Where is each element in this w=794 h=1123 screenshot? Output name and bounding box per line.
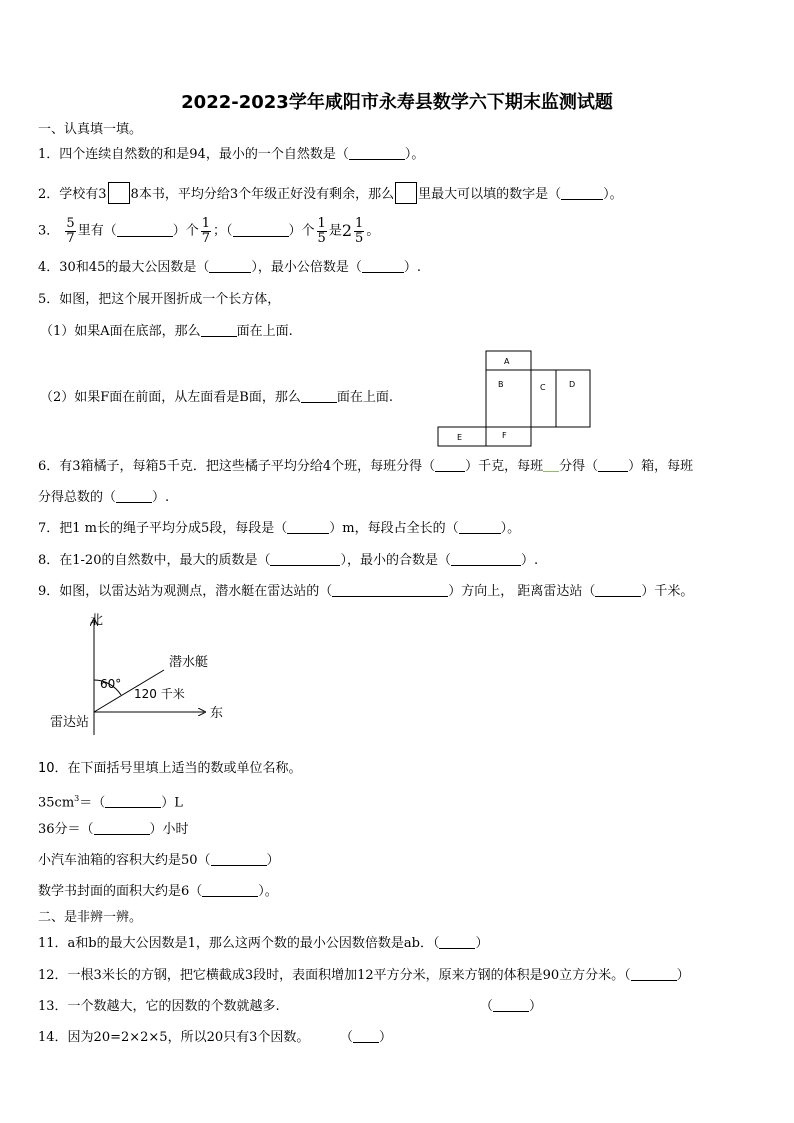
q10-r1-sup: 3 — [74, 794, 80, 803]
q5-p1-blank[interactable] — [201, 324, 237, 337]
question-10-row-2 — [38, 822, 189, 838]
q8-text-b: ），最小的合数是（ — [340, 553, 451, 568]
q9-blank-1[interactable] — [332, 584, 448, 597]
q7-blank-2[interactable] — [459, 521, 501, 534]
question-9 — [38, 584, 693, 600]
q6-text-c: 分得（ — [559, 459, 599, 474]
q6-text-f: ）. — [152, 490, 170, 505]
q13-blank[interactable] — [493, 999, 529, 1012]
question-5-part-1 — [40, 324, 293, 340]
angle-label: 60° — [100, 677, 122, 691]
q6-blank-3[interactable] — [116, 490, 152, 503]
question-5-part-2 — [40, 390, 393, 406]
q5-p1-end: 面在上面. — [236, 324, 293, 339]
q8-text-c: ）. — [521, 553, 539, 568]
distance-label: 120 千米 — [134, 687, 185, 701]
q9-text-c: ）千米。 — [641, 584, 694, 599]
face-e-label: E — [457, 433, 463, 442]
q3-fraction-2 — [201, 217, 211, 246]
question-13-answer — [480, 999, 542, 1015]
q3-f3-den: 5 — [317, 230, 326, 246]
q10-r4-blank[interactable] — [202, 884, 258, 897]
submarine-label: 潜水艇 — [169, 655, 209, 670]
q10-r3-text: 小汽车油箱的容积大约是50（ — [38, 853, 211, 868]
q3-end: 。 — [366, 223, 380, 239]
question-10-row-4 — [38, 884, 278, 900]
face-f-rect — [486, 427, 531, 446]
question-7 — [38, 521, 520, 537]
q7-text-b: ）m，每段占全长的（ — [329, 521, 459, 536]
face-c-rect — [531, 370, 556, 427]
q11-text: 11．a和b的最大公因数是1，那么这两个数的最小公因数倍数是ab．（ — [38, 936, 440, 951]
q3-text-c: ；（ — [213, 223, 233, 239]
q1-text: 1．四个连续自然数的和是94，最小的一个自然数是（ — [38, 147, 349, 162]
q4-text-a: 4．30和45的最大公因数是（ — [38, 260, 210, 275]
q4-text-c: ）. — [403, 260, 422, 275]
question-12 — [38, 968, 690, 984]
question-1 — [38, 147, 424, 163]
question-11 — [38, 936, 488, 952]
question-10-row-1 — [38, 791, 183, 811]
q3-blank-1[interactable] — [117, 224, 173, 237]
q3-f1-den: 7 — [66, 230, 75, 246]
q13-close: ） — [529, 999, 543, 1014]
q10-r4-text: 数学书封面的面积大约是6（ — [38, 884, 203, 899]
q10-r1-text: 35cm — [38, 795, 75, 811]
q12-end: ） — [676, 968, 690, 983]
q2-text-d: ）。 — [603, 187, 623, 202]
q4-text-b: ），最小公倍数是（ — [251, 260, 362, 275]
q3-text-d: ）个 — [288, 223, 315, 239]
q12-blank[interactable] — [631, 968, 677, 981]
q2-text-b: 8本书，平均分给3个年级正好没有剩余，那么 — [130, 187, 395, 202]
face-a-label: A — [504, 357, 510, 366]
q5-p2-blank[interactable] — [301, 390, 337, 403]
q1-blank[interactable] — [349, 147, 405, 160]
q4-blank-2[interactable] — [362, 260, 404, 273]
cuboid-net-diagram — [430, 345, 600, 450]
q12-text: 12．一根3米长的方钢，把它横截成3段时，表面积增加12平方分米，原来方钢的体积是90立方分米。（ — [38, 968, 631, 983]
q5-p2-text: （2）如果F面在前面，从左面看是B面，那么 — [40, 390, 301, 405]
q3-f4-num: 1 — [355, 215, 364, 231]
q3-f4-den: 5 — [355, 230, 364, 246]
q3-f1-num: 5 — [66, 215, 75, 231]
question-10-row-3 — [38, 853, 280, 869]
q10-r2-end: ）小时 — [149, 822, 189, 837]
q10-r3-end: ） — [266, 853, 280, 868]
q14-text: 14．因为20=2×2×5，所以20只有3个因数。 — [38, 1030, 310, 1045]
face-c-label: C — [540, 383, 546, 392]
q14-open: （ — [340, 1030, 354, 1045]
q2-text-a: 2．学校有3 — [38, 187, 107, 202]
q6-text-e: 分得总数的（ — [38, 490, 117, 505]
q3-text-a: 里有（ — [77, 223, 117, 239]
q6-text-d: ）箱，每班 — [628, 459, 694, 474]
section-2-heading: 二、是非辨一辨。 — [38, 910, 143, 925]
q1-end: ）。 — [404, 147, 425, 162]
q7-text-c: ）。 — [500, 521, 521, 536]
q6-green-mark — [543, 459, 559, 472]
q10-r1-eq: ＝（ — [79, 795, 106, 811]
q2-text-c: 里最大可以填的数字是（ — [418, 187, 562, 202]
q10-r1-blank[interactable] — [105, 795, 161, 808]
q13-open: （ — [480, 999, 494, 1014]
q3-fraction-3 — [317, 217, 327, 246]
question-14 — [38, 1030, 309, 1046]
q8-blank-1[interactable] — [270, 553, 340, 566]
radar-station-label: 雷达站 — [50, 715, 90, 730]
face-d-rect — [556, 370, 590, 427]
q5-p1-text: （1）如果A面在底部，那么 — [40, 324, 201, 339]
q14-close: ） — [379, 1030, 393, 1045]
q3-text-e: 是 — [328, 223, 342, 239]
question-13 — [38, 999, 280, 1015]
question-6-line-2 — [38, 490, 169, 506]
q10-r2-blank[interactable] — [94, 822, 150, 835]
question-14-answer — [340, 1030, 392, 1046]
question-3 — [38, 214, 379, 249]
question-8 — [38, 553, 538, 569]
q14-blank[interactable] — [353, 1030, 379, 1043]
q3-fraction-1 — [65, 217, 75, 246]
page-title: 2022-2023学年咸阳市永寿县数学六下期末监测试题 — [181, 92, 613, 113]
section-1-heading: 一、认真填一填。 — [38, 122, 143, 137]
q7-text-a: 7．把1 m长的绳子平均分成5段，每段是（ — [38, 521, 288, 536]
question-5-stem: 5．如图，把这个展开图折成一个长方体， — [38, 292, 281, 307]
question-10-stem: 10．在下面括号里填上适当的数或单位名称。 — [38, 761, 302, 776]
q10-r2-text: 36分＝（ — [38, 822, 94, 837]
q10-r4-end: ）。 — [258, 884, 278, 899]
q2-digit-box-ref — [395, 182, 417, 204]
face-d-label: D — [569, 380, 576, 389]
q6-text-b: ）千克，每班 — [465, 459, 544, 474]
q9-text-a: 9．如图，以雷达站为观测点，潜水艇在雷达站的（ — [38, 584, 333, 599]
north-label: 北 — [90, 613, 104, 628]
face-b-rect — [486, 370, 531, 427]
q7-blank-1[interactable] — [287, 521, 329, 534]
question-2 — [38, 182, 623, 204]
q8-blank-2[interactable] — [451, 553, 521, 566]
q13-text: 13．一个数越大，它的因数的个数就越多. — [38, 999, 280, 1014]
face-b-label: B — [498, 380, 504, 389]
question-6-line-1 — [38, 459, 693, 475]
q2-blank[interactable] — [561, 187, 603, 200]
q3-blank-2[interactable] — [233, 224, 289, 237]
q6-blank-2[interactable] — [598, 459, 628, 472]
q3-f2-den: 7 — [201, 230, 211, 246]
face-f-label: F — [502, 431, 507, 440]
q9-text-b: ）方向上， 距离雷达站（ — [448, 584, 596, 599]
q3-fraction-4 — [354, 217, 364, 246]
radar-direction-diagram — [44, 610, 234, 740]
q3-mixed-whole: 2 — [341, 221, 353, 240]
q3-number: 3． — [38, 223, 60, 239]
q6-blank-1[interactable] — [435, 459, 465, 472]
q3-f2-num: 1 — [201, 215, 211, 231]
q11-end: ） — [475, 936, 489, 951]
q11-blank[interactable] — [439, 936, 475, 949]
east-label: 东 — [210, 706, 224, 721]
q9-blank-2[interactable] — [595, 584, 641, 597]
q3-f3-num: 1 — [317, 215, 326, 231]
q5-p2-end: 面在上面. — [336, 390, 393, 405]
question-4 — [38, 260, 421, 276]
q8-text-a: 8．在1-20的自然数中，最大的质数是（ — [38, 553, 271, 568]
q10-r3-blank[interactable] — [211, 853, 267, 866]
q6-text-a: 6．有3箱橘子，每箱5千克．把这些橘子平均分给4个班，每班分得（ — [38, 459, 436, 474]
q10-r1-end: ）L — [161, 795, 183, 811]
q2-digit-box[interactable] — [108, 182, 130, 204]
q3-text-b: ）个 — [172, 223, 199, 239]
q4-blank-1[interactable] — [209, 260, 251, 273]
